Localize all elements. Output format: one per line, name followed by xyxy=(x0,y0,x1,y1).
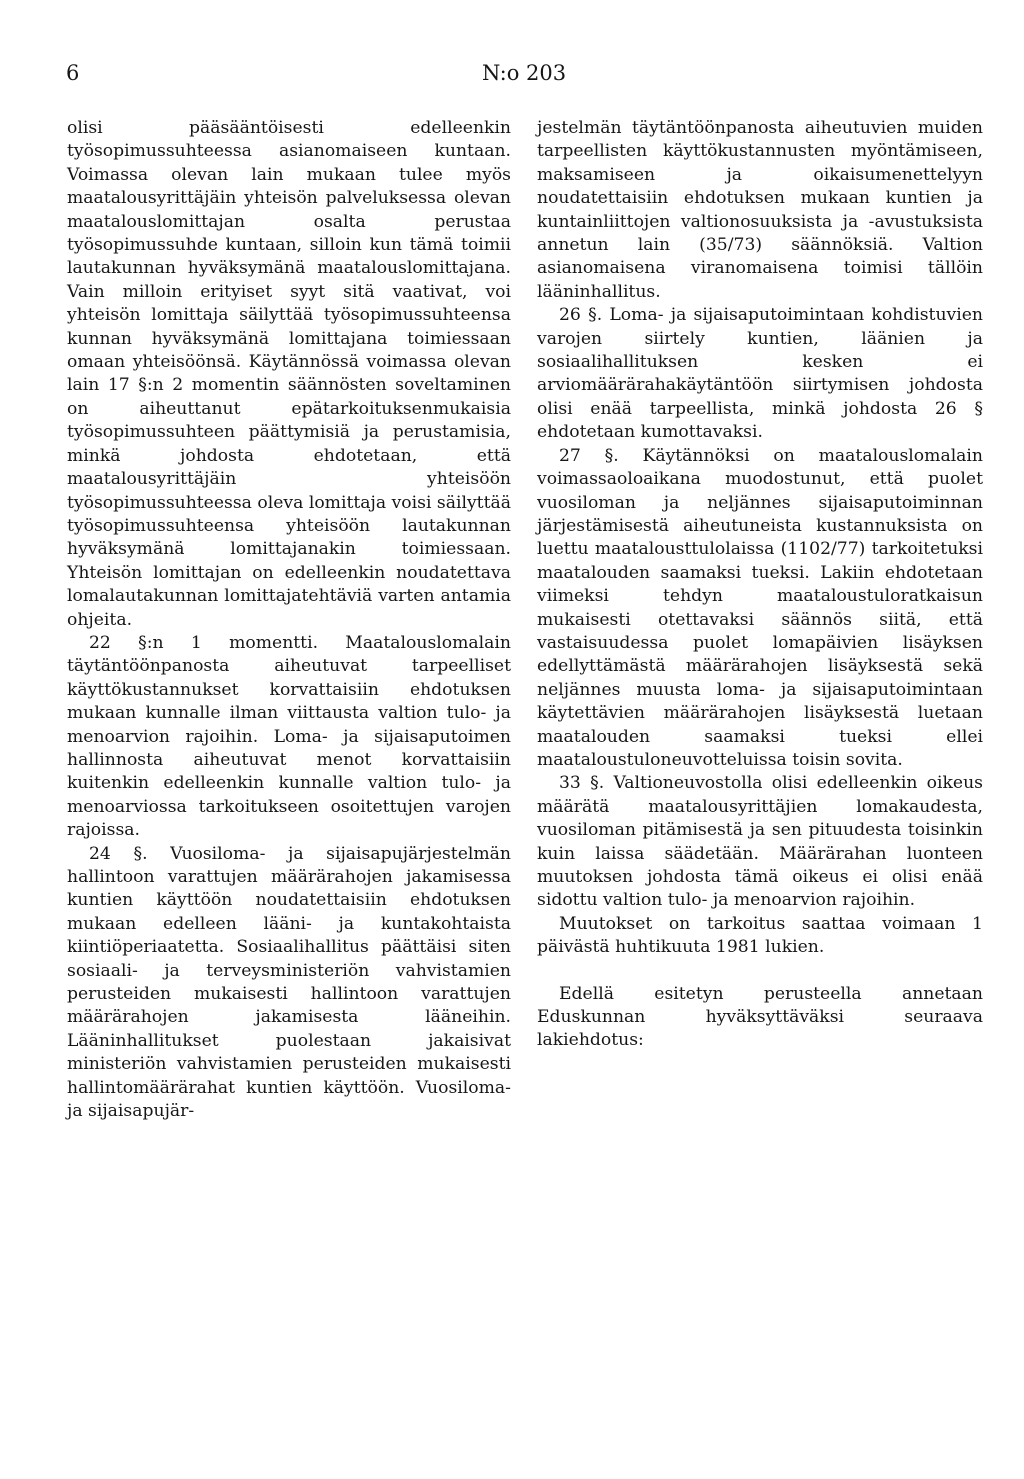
page-number: 6 xyxy=(66,61,80,85)
document-number: N:o 203 xyxy=(482,61,567,85)
paragraph-section-22: 22 §:n 1 momentti. Maatalouslomalain täytäntöönpanosta aiheutuvat tarpeelliset käyttökustannukset korvattaisiin ehdotuksen mukaan kunnalle ilman viittausta valtion tulo- ja menoarvion rajoihin. Loma- ja sijaisaputoimen hallinnosta aiheutuvat menot korvattaisiin kuitenkin edelleenkin kunnalle valtion tulo- ja menoarviossa tarkoitukseen osoitettujen varojen rajoissa. xyxy=(67,632,511,841)
left-column xyxy=(67,117,511,1123)
paragraph-proposal-intro: Edellä esitetyn perusteella annetaan Eduskunnan hyväksyttäväksi seuraava lakiehdotus: xyxy=(537,983,983,1051)
paragraph: olisi pääsääntöisesti edelleenkin työsopimussuhteessa asianomaiseen kuntaan. Voimassa olevan lain mukaan tulee myös maatalousyrittäjäin yhteisön palveluksessa olevan maatalouslomittajan osalta perustaa työsopimussuhde kuntaan, silloin kun tämä toimii lautakunnan hyväksymänä maatalouslomittajana. Vain milloin erityiset syyt sitä vaativat, voi yhteisön lomittaja säilyttää työsopimussuhteensa kunnan hyväksymänä lomittajana toimiessaan omaan yhteisöönsä. Käytännössä voimassa olevan lain 17 §:n 2 momentin säännösten soveltaminen on aiheuttanut epätarkoituksenmukaisia työsopimussuhteen päättymisiä ja perustamisia, minkä johdosta ehdotetaan, että maatalousyrittäjäin yhteisöön työsopimussuhteessa oleva lomittaja voisi säilyttää työsopimussuhteensa yhteisöön lautakunnan hyväksymänä lomittajanakin toimiessaan. Yhteisön lomittajan on edelleenkin noudatettava lomalautakunnan lomittajatehtäviä varten antamia ohjeita. xyxy=(67,118,511,630)
right-column xyxy=(537,117,983,1053)
paragraph: jestelmän täytäntöönpanosta aiheutuvien muiden tarpeellisten käyttökustannusten myöntämiseen, maksamiseen ja oikaisumenettelyyn noudatettaisiin ehdotuksen mukaan kuntien ja kuntainliittojen valtionosuuksista ja -avustuksista annetun lain (35/73) säännöksiä. Valtion asianomaisena viranomaisena toimisi tällöin lääninhallitus. xyxy=(537,118,983,302)
paragraph-section-24: 24 §. Vuosiloma- ja sijaisapujärjestelmän hallintoon varattujen määrärahojen jakamisessa kuntien käyttöön noudatettaisiin ehdotuksen mukaan edelleen lääni- ja kuntakohtaista kiintiöperiaatetta. Sosiaalihallitus päättäisi siten sosiaali- ja terveysministeriön vahvistamien perusteiden mukaisesti hallintoon varattujen määrärahojen jakamisesta lääneihin. Lääninhallitukset puolestaan jakaisivat ministeriön vahvistamien perusteiden mukaisesti hallintomäärärahat kuntien käyttöön. Vuosiloma- ja sijaisapujär- xyxy=(67,843,511,1122)
paragraph-section-33: 33 §. Valtioneuvostolla olisi edelleenkin oikeus määrätä maatalousyrittäjien lomakaudesta, vuosiloman pitämisestä ja sen pituudesta toisinkin kuin laissa säädetään. Määrärahan luonteen muutoksen johdosta tämä oikeus ei olisi enää sidottu valtion tulo- ja menoarvion rajoihin. xyxy=(537,773,983,911)
paragraph-section-26: 26 §. Loma- ja sijaisaputoimintaan kohdistuvien varojen siirtely kuntien, läänien ja sosiaalihallituksen kesken ei arviomäärärahakäytäntöön siirtymisen johdosta olisi enää tarpeellista, minkä johdosta 26 § ehdotetaan kumottavaksi. xyxy=(537,305,983,443)
paragraph-section-27: 27 §. Käytännöksi on maatalouslomalain voimassaoloaikana muodostunut, että puolet vuosiloman ja neljännes sijaisaputoiminnan järjestämisestä aiheutuneista kustannuksista on luettu maatalousttulolaissa (1102/77) tarkoitetuksi maatalouden saamaksi tueksi. Lakiin ehdotetaan viimeksi tehdyn maataloustuloratkaisun mukaisesti otettavaksi säännös siitä, että vastaisuudessa puolet lomapäivien lisäyksen edellyttämästä määrärahojen lisäyksestä sekä neljännes muusta loma- ja sijaisaputoimintaan käytettävien määrärahojen lisäyksestä luetaan maatalouden saamaksi tueksi ellei maataloustuloneuvotteluissa toisin sovita. xyxy=(537,445,983,770)
paragraph-effective-date: Muutokset on tarkoitus saattaa voimaan 1 päivästä huhtikuuta 1981 lukien. xyxy=(537,913,983,958)
